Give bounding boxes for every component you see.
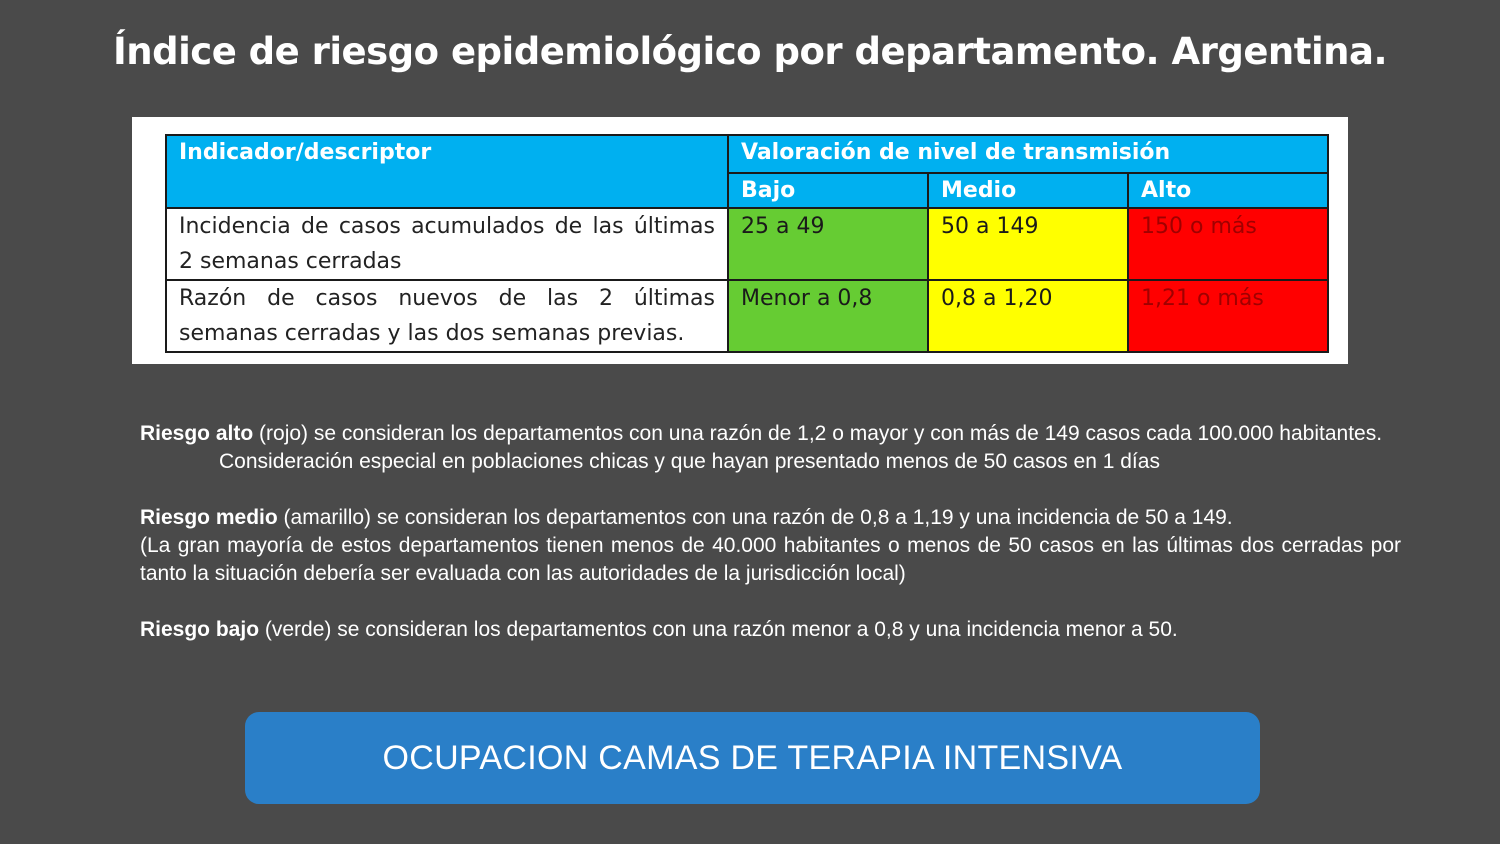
- row-descriptor: Incidencia de casos acumulados de las últimas 2 semanas cerradas: [166, 208, 728, 280]
- cell-bajo: Menor a 0,8: [728, 280, 928, 352]
- icu-occupancy-button[interactable]: OCUPACION CAMAS DE TERAPIA INTENSIVA: [245, 712, 1260, 804]
- cell-alto: 150 o más: [1128, 208, 1328, 280]
- note-medio-label: Riesgo medio: [140, 506, 278, 529]
- risk-table-panel: [132, 117, 1348, 364]
- header-indicator: Indicador/descriptor: [166, 135, 728, 208]
- header-level-alto: Alto: [1128, 173, 1328, 208]
- header-level-bajo: Bajo: [728, 173, 928, 208]
- risk-table: [165, 134, 1329, 353]
- note-medio: [140, 504, 1401, 532]
- cell-medio: 0,8 a 1,20: [928, 280, 1128, 352]
- cell-bajo: 25 a 49: [728, 208, 928, 280]
- table-row: [166, 208, 1328, 280]
- cell-alto: 1,21 o más: [1128, 280, 1328, 352]
- note-bajo-label: Riesgo bajo: [140, 618, 260, 641]
- note-alto-text: (rojo) se consideran los departamentos con una razón de 1,2 o mayor y con más de 149 casos cada 100.000 habitantes.: [253, 422, 1383, 445]
- cell-medio: 50 a 149: [928, 208, 1128, 280]
- note-alto-special: Consideración especial en poblaciones chicas y que hayan presentado menos de 50 casos en 1 días: [219, 450, 1160, 473]
- header-valuation: Valoración de nivel de transmisión: [728, 135, 1328, 173]
- note-alto-label: Riesgo alto: [140, 422, 254, 445]
- note-medio-extra: (La gran mayoría de estos departamentos tienen menos de 40.000 habitantes o menos de 50 casos en las últimas dos cerradas por tanto la situación debería ser evaluada con las autoridades de la jurisdicción local): [140, 534, 1401, 585]
- note-bajo: [140, 616, 1401, 644]
- row-descriptor: Razón de casos nuevos de las 2 últimas semanas cerradas y las dos semanas previas.: [166, 280, 728, 352]
- page-title: Índice de riesgo epidemiológico por departamento. Argentina.: [112, 30, 1387, 73]
- header-level-medio: Medio: [928, 173, 1128, 208]
- risk-notes: [140, 420, 1401, 644]
- note-alto: [140, 420, 1401, 448]
- table-row: [166, 280, 1328, 352]
- note-medio-text: (amarillo) se consideran los departamentos con una razón de 0,8 a 1,19 y una incidencia de 50 a 149.: [277, 506, 1233, 529]
- note-bajo-text: (verde) se consideran los departamentos con una razón menor a 0,8 y una incidencia menor a 50.: [259, 618, 1178, 641]
